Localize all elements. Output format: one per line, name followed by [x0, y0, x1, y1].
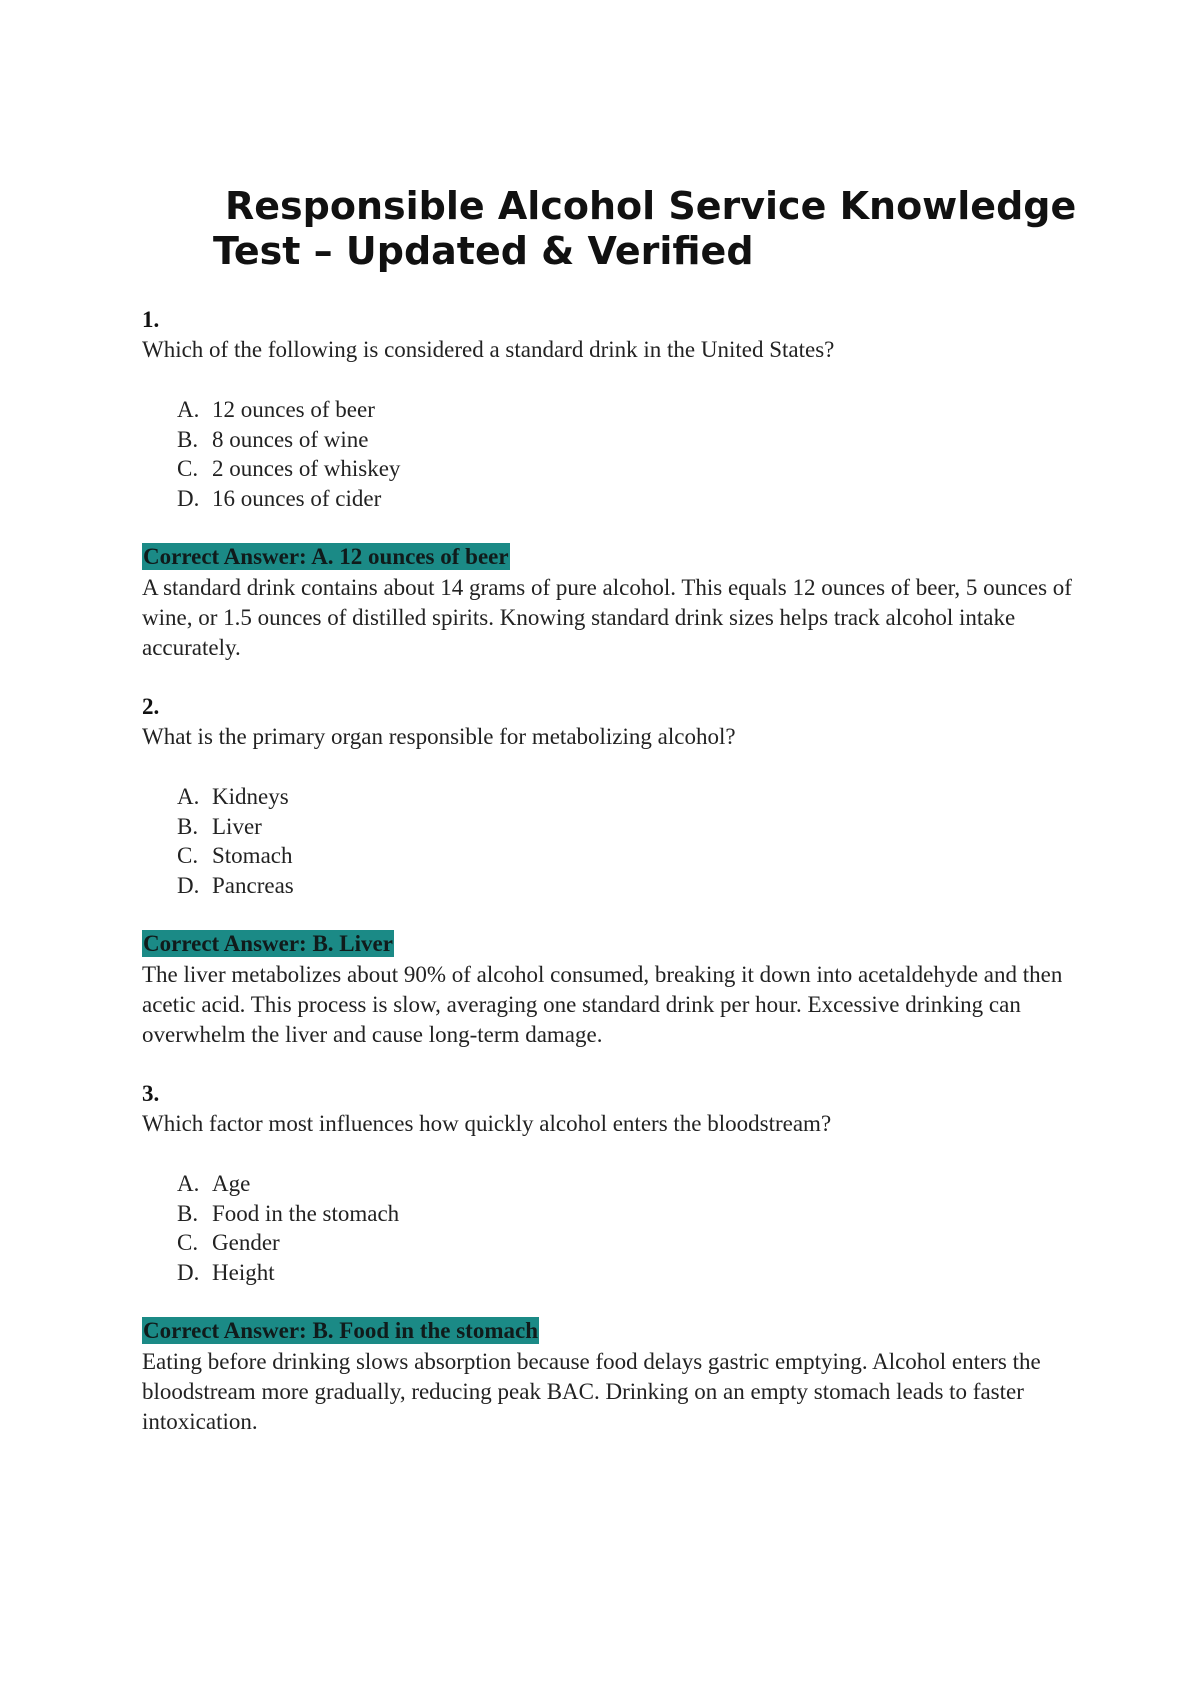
option-letter: B.	[177, 1200, 199, 1226]
document-title-line-1: Responsible Alcohol Service Knowledge	[225, 184, 1077, 228]
option-letter: B.	[177, 813, 199, 839]
option-text: Gender	[212, 1230, 280, 1255]
option-list	[142, 1169, 1082, 1287]
document-title-line-2: Test – Updated & Verified	[213, 229, 754, 273]
question-number: 2.	[142, 694, 160, 719]
option-text: Age	[212, 1171, 251, 1196]
option-d	[177, 1258, 1082, 1288]
correct-answer-label: Correct Answer: A. 12 ounces of beer	[143, 544, 509, 569]
option-text: Liver	[212, 813, 262, 839]
option-letter: A.	[177, 784, 200, 809]
question-3	[142, 1079, 1082, 1437]
option-b	[177, 1199, 1082, 1229]
option-text: Food in the stomach	[212, 1200, 400, 1226]
option-a	[177, 395, 1082, 425]
option-text: 12 ounces of beer	[212, 397, 375, 422]
option-c	[177, 841, 1082, 871]
option-b	[177, 425, 1082, 455]
option-a	[177, 782, 1082, 812]
correct-answer-label: Correct Answer: B. Food in the stomach	[143, 1318, 538, 1343]
question-number: 1.	[142, 307, 160, 332]
option-d	[177, 871, 1082, 901]
option-letter: A.	[177, 1171, 200, 1196]
correct-answer-label: Correct Answer: B. Liver	[143, 931, 393, 956]
option-b	[177, 812, 1082, 842]
option-letter: C.	[177, 1230, 199, 1255]
question-text: Which factor most influences how quickly alcohol enters the bloodstream?	[142, 1111, 832, 1136]
answer-explanation: A standard drink contains about 14 grams of pure alcohol. This equals 12 ounces of beer, 5 ounces of wine, or 1.5 ounces of distilled spirits. Knowing standard drink sizes helps track alcohol intake accurately.	[142, 575, 1072, 660]
question-number: 3.	[142, 1081, 160, 1106]
option-letter: C.	[177, 843, 199, 868]
option-list	[142, 395, 1082, 513]
option-text: 8 ounces of wine	[212, 426, 369, 452]
option-c	[177, 454, 1082, 484]
option-letter: D.	[177, 1259, 200, 1285]
option-d	[177, 484, 1082, 514]
question-text: Which of the following is considered a standard drink in the United States?	[142, 337, 835, 362]
question-2	[142, 692, 1082, 1050]
option-letter: D.	[177, 485, 200, 511]
option-text: Stomach	[212, 843, 293, 868]
option-text: Pancreas	[212, 872, 294, 898]
option-text: Kidneys	[212, 784, 289, 809]
question-text: What is the primary organ responsible for metabolizing alcohol?	[142, 724, 736, 749]
option-list	[142, 782, 1082, 900]
option-letter: C.	[177, 456, 199, 481]
option-letter: B.	[177, 426, 199, 452]
option-a	[177, 1169, 1082, 1199]
answer-explanation: Eating before drinking slows absorption because food delays gastric emptying. Alcohol enters the bloodstream more gradually, reducing peak BAC. Drinking on an empty stomach leads to faster intoxication.	[142, 1349, 1041, 1434]
option-text: Height	[212, 1259, 275, 1285]
option-letter: D.	[177, 872, 200, 898]
answer-explanation: The liver metabolizes about 90% of alcohol consumed, breaking it down into acetaldehyde and then acetic acid. This process is slow, averaging one standard drink per hour. Excessive drinking can overwhelm the liver and cause long-term damage.	[142, 962, 1063, 1047]
option-letter: A.	[177, 397, 200, 422]
option-text: 16 ounces of cider	[212, 485, 382, 511]
option-c	[177, 1228, 1082, 1258]
option-text: 2 ounces of whiskey	[212, 456, 401, 481]
question-1	[142, 305, 1082, 663]
